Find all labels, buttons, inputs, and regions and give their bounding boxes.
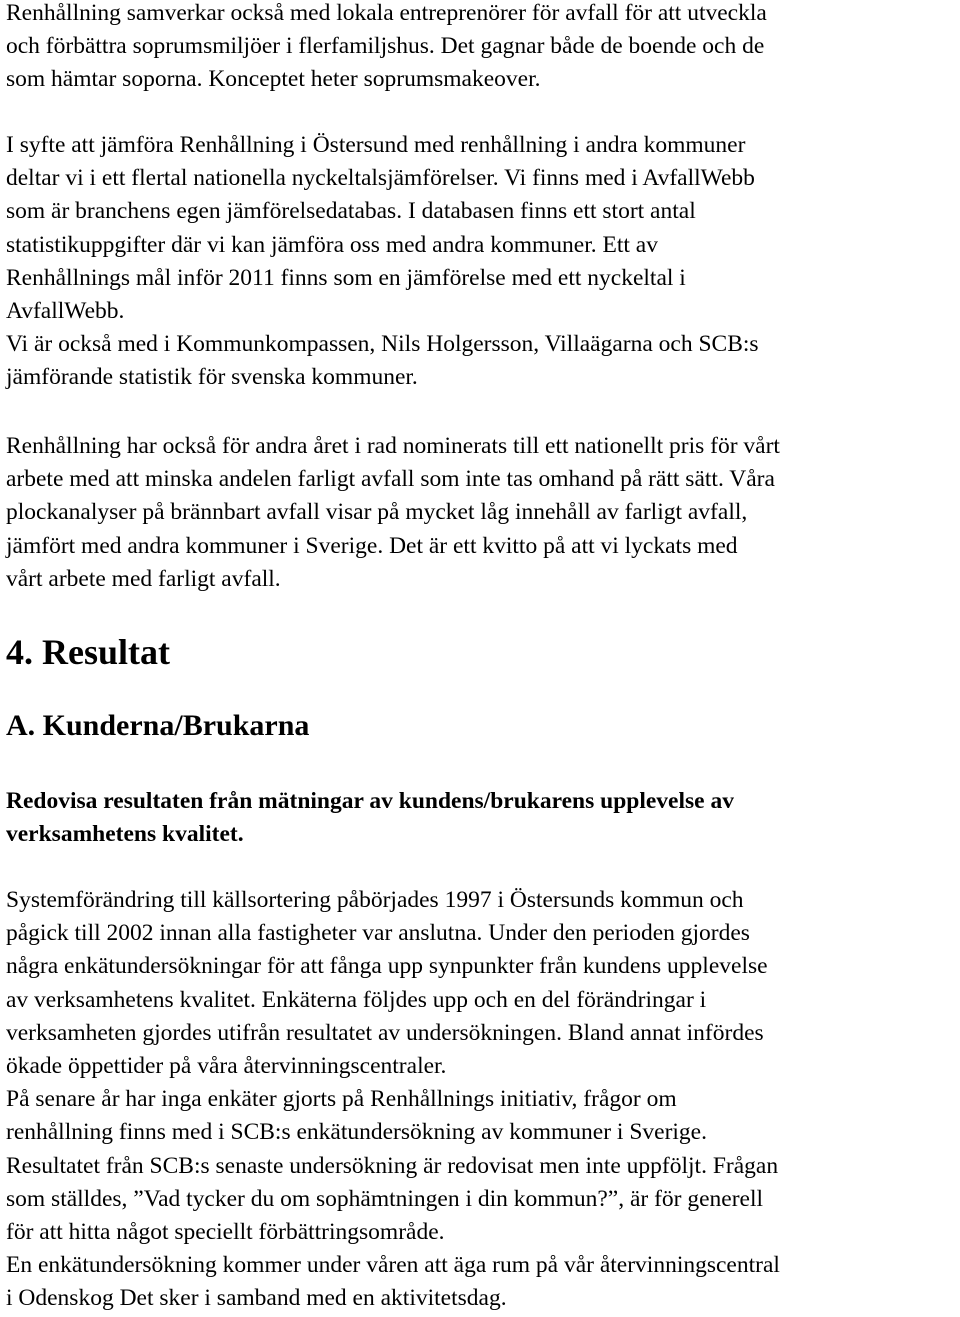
text-line: deltar vi i ett flertal nationella nyckeltalsjämförelser. Vi finns med i AvfallWebb <box>6 165 755 192</box>
text-line: i Odenskog Det sker i samband med en aktivitetsdag. <box>6 1285 507 1312</box>
text-line: plockanalyser på brännbart avfall visar på mycket låg innehåll av farligt avfall, <box>6 499 748 526</box>
text-line: några enkätundersökningar för att fånga upp synpunkter från kundens upplevelse <box>6 953 768 980</box>
text-line: vårt arbete med farligt avfall. <box>6 565 281 592</box>
paragraph-kundundersokning <box>6 884 780 1316</box>
text-line: Systemförändring till källsortering påbörjades 1997 i Östersunds kommun och <box>6 887 744 913</box>
text-line: verksamheten gjordes utifrån resultatet av undersökningen. Bland annat infördes <box>6 1019 764 1046</box>
text-line: jämförande statistik för svenska kommuner. <box>6 364 418 391</box>
section-heading: 4. Resultat <box>6 632 170 672</box>
paragraph-farligt-avfall <box>6 430 780 596</box>
text-line: Renhållning har också för andra året i rad nominerats till ett nationellt pris för vårt <box>6 433 780 459</box>
text-line: Renhållning samverkar också med lokala entreprenörer för avfall för att utveckla <box>6 0 767 26</box>
text-line: statistikuppgifter där vi kan jämföra oss med andra kommuner. Ett av <box>6 231 658 258</box>
text-line: På senare år har inga enkäter gjorts på Renhållnings initiativ, frågor om <box>6 1086 677 1113</box>
text-line: Redovisa resultaten från mätningar av kundens/brukarens upplevelse av <box>6 788 734 814</box>
text-line: ökade öppettider på våra återvinningscentraler. <box>6 1053 447 1080</box>
text-line: arbete med att minska andelen farligt avfall som inte tas omhand på rätt sätt. Våra <box>6 466 775 493</box>
text-line: Resultatet från SCB:s senaste undersökning är redovisat men inte uppföljt. Frågan <box>6 1152 779 1179</box>
text-line: pågick till 2002 innan alla fastigheter var anslutna. Under den perioden gjordes <box>6 920 750 947</box>
text-line: som ställdes, ”Vad tycker du om sophämtningen i din kommun?”, är för generell <box>6 1185 764 1212</box>
text-line: Renhållnings mål inför 2011 finns som en jämförelse med ett nyckeltal i <box>6 264 686 291</box>
text-line: AvfallWebb. <box>6 298 125 325</box>
paragraph-nyckeltal <box>6 129 759 395</box>
text-line: som är branchens egen jämförelsedatabas. I databasen finns ett stort antal <box>6 198 696 225</box>
text-line: för att hitta något speciellt förbättringsområde. <box>6 1219 445 1246</box>
text-line: verksamhetens kvalitet. <box>6 821 244 848</box>
text-line: En enkätundersökning kommer under våren att äga rum på vår återvinningscentral <box>6 1252 780 1279</box>
text-line: renhållning finns med i SCB:s enkätundersökning av kommuner i Sverige. <box>6 1119 707 1146</box>
text-line: Vi är också med i Kommunkompassen, Nils Holgersson, Villaägarna och SCB:s <box>6 331 759 358</box>
text-line: av verksamhetens kvalitet. Enkäterna följdes upp och en del förändringar i <box>6 986 707 1013</box>
paragraph-soprumsmakeover <box>6 0 767 97</box>
text-line: som hämtar soporna. Konceptet heter soprumsmakeover. <box>6 66 541 93</box>
text-line: jämfört med andra kommuner i Sverige. Det är ett kvitto på att vi lyckats med <box>6 532 738 559</box>
subsection-heading: A. Kunderna/Brukarna <box>6 709 310 742</box>
text-line: I syfte att jämföra Renhållning i Östersund med renhållning i andra kommuner <box>6 132 746 158</box>
instruction-text <box>6 785 734 851</box>
text-line: och förbättra soprumsmiljöer i flerfamiljshus. Det gagnar både de boende och de <box>6 33 765 60</box>
